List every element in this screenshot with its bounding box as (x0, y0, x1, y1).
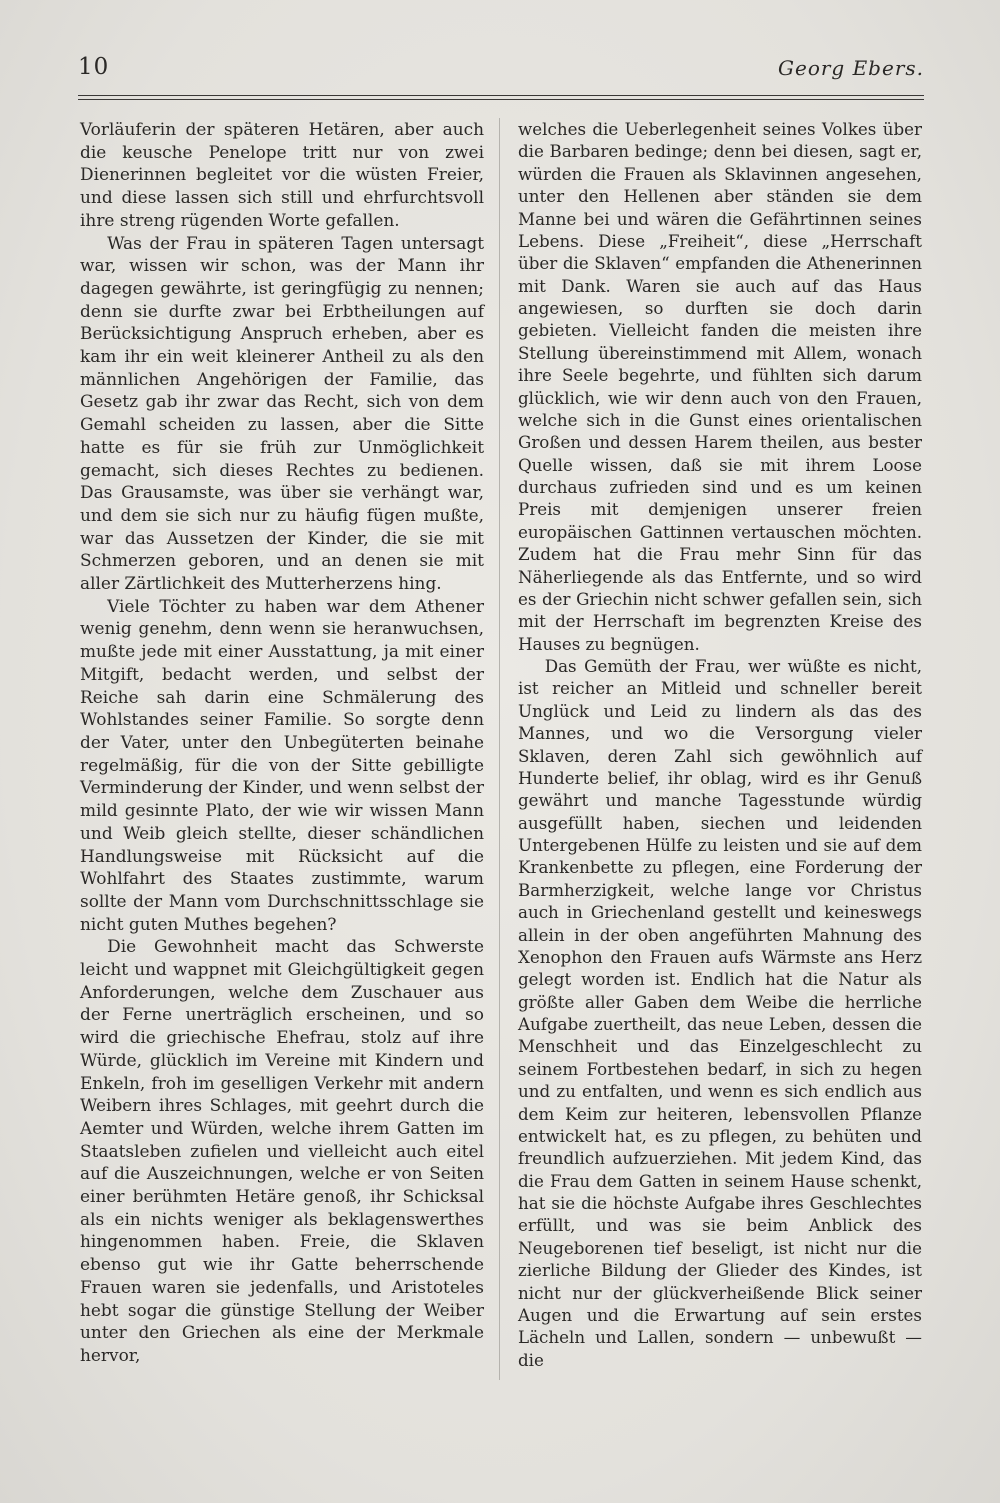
paragraph: Viele Töchter zu haben war dem Athener wenig genehm, denn wenn sie heranwuchsen, mußte jede mit einer Ausstattung, ja mit einer Mitgift, bedacht werden, und selbst der Reiche sah darin eine Schmälerung des Wohlstandes seiner Familie. So sorgte denn der Vater, unter den Unbegüterten beinahe regelmäßig, für die von der Sitte gebilligte Verminderung der Kinder, und wenn selbst der mild gesinnte Plato, der wie wir wissen Mann und Weib gleich stellte, dieser schändlichen Handlungsweise mit Rücksicht auf die Wohlfahrt des Staates zustimmte, warum sollte der Mann vom Durchschnittsschlage sie nicht guten Muthes begehen? (80, 595, 484, 934)
page-number: 10 (78, 54, 110, 80)
column-divider (499, 118, 500, 1380)
paragraph: welches die Ueberlegenheit seines Volkes über die Barbaren bedinge; denn bei diesen, sagt er, würden die Frauen als Sklavinnen angesehen, unter den Hellenen aber ständen sie dem Manne bei und wären die Gefährtinnen seines Lebens. Diese „Freiheit“, diese „Herrschaft über die Sklaven“ empfanden die Athenerinnen mit Dank. Waren sie auch auf das Haus angewiesen, so durften sie doch darin gebieten. Vielleicht fanden die meisten ihre Stellung übereinstimmend mit Allem, wonach ihre Seele begehrte, und fühlten sich darum glücklich, wie wir denn auch von den Frauen, welche sich in die Gunst eines orientalischen Großen und dessen Harem theilen, aus bester Quelle wissen, daß sie mit ihrem Loose durchaus zufrieden sind und es um keinen Preis mit demjenigen unserer freien europäischen Gattinnen vertauschen möchten. Zudem hat die Frau mehr Sinn für das Näherliegende als das Entfernte, und so wird es der Griechin nicht schwer gefallen sein, sich mit der Herrschaft im begrenzten Kreise des Hauses zu begnügen. (518, 119, 922, 654)
running-title: Georg Ebers. (778, 56, 924, 80)
page-header (78, 54, 924, 88)
header-rule-thin (78, 99, 924, 100)
left-text-column (80, 118, 484, 1367)
paragraph: Vorläuferin der späteren Hetären, aber auch die keusche Penelope tritt nur von zwei Dienerinnen begleitet vor die wüsten Freier, und diese lassen sich still und ehrfurchtsvoll ihre streng rügenden Worte gefallen. (80, 119, 484, 230)
paragraph: Das Gemüth der Frau, wer wüßte es nicht, ist reicher an Mitleid und schneller bereit Unglück und Leid zu lindern als das des Mannes, und wo die Versorgung vieler Sklaven, deren Zahl sich gewöhnlich auf Hunderte belief, ihr oblag, wird es ihr Genuß gewährt und manche Tagesstunde würdig ausgefüllt haben, siechen und leidenden Untergebenen Hülfe zu leisten und sie auf dem Krankenbette zu pflegen, eine Forderung der Barmherzigkeit, welche lange vor Christus auch in Griechenland gestellt und keineswegs allein in der oben angeführten Mahnung des Xenophon den Frauen aufs Wärmste ans Herz gelegt worden ist. Endlich hat die Natur als größte aller Gaben dem Weibe die herrliche Aufgabe zuertheilt, das neue Leben, dessen die Menschheit und das Einzelgeschlecht zu seinem Fortbestehen bedarf, in sich zu hegen und zu entfalten, und wenn es sich endlich aus dem Keim zur heiteren, lebensvollen Pflanze entwickelt hat, es zu pflegen, zu behüten und freundlich aufzuerziehen. Mit jedem Kind, das die Frau dem Gatten in seinem Hause schenkt, hat sie die höchste Aufgabe ihres Geschlechtes erfüllt, und was sie beim Anblick des Neugeborenen tief beseligt, ist nicht nur die zierliche Bildung der Glieder des Kindes, ist nicht nur der glückverheißende Blick seiner Augen und die Erwartung auf sein erstes Lächeln und Lallen, sondern — unbewußt — die (518, 656, 922, 1370)
right-text-column (518, 118, 922, 1371)
paragraph: Was der Frau in späteren Tagen untersagt war, wissen wir schon, was der Mann ihr dagegen gewährte, ist geringfügig zu nennen; denn sie durfte zwar bei Erbtheilungen auf Berücksichtigung Anspruch erheben, aber es kam ihr ein weit kleinerer Antheil zu als den männlichen Angehörigen der Familie, das Gesetz gab ihr zwar das Recht, sich von dem Gemahl scheiden zu lassen, aber die Sitte hatte es für sie früh zur Unmöglichkeit gemacht, sich dieses Rechtes zu bedienen. Das Grausamste, was über sie verhängt war, und dem sie sich nur zu häufig fügen mußte, war das Aussetzen der Kinder, die sie mit Schmerzen geboren, und an denen sie mit aller Zärtlichkeit des Mutterherzens hing. (80, 232, 484, 594)
paragraph: Die Gewohnheit macht das Schwerste leicht und wappnet mit Gleichgültigkeit gegen Anforderungen, welche dem Zuschauer aus der Ferne unerträglich erscheinen, und so wird die griechische Ehefrau, stolz auf ihre Würde, glücklich im Vereine mit Kindern und Enkeln, froh im geselligen Verkehr mit andern Weibern ihres Schlages, mit geehrt durch die Aemter und Würden, welche ihrem Gatten im Staatsleben zufielen und vielleicht auch eitel auf die Auszeichnungen, welche er von Seiten einer berühmten Hetäre genoß, ihr Schicksal als ein nichts weniger als beklagenswerthes hingenommen haben. Freie, die Sklaven ebenso gut wie ihr Gatte beherrschende Frauen waren sie jedenfalls, und Aristoteles hebt sogar die günstige Stellung der Weiber unter den Griechen als eine der Merkmale hervor, (80, 936, 484, 1365)
header-rule-thick (78, 95, 924, 96)
